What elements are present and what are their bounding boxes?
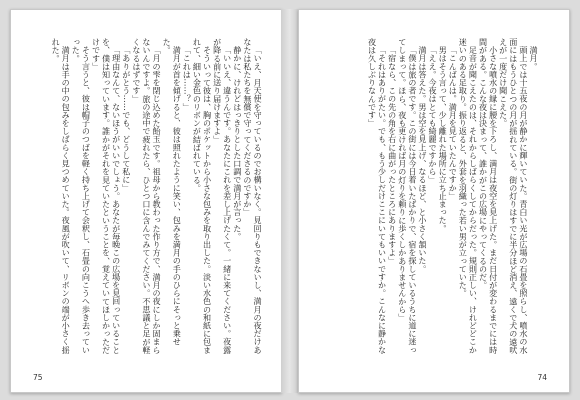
paragraph: 「月の雫を閉じ込めた飴玉です。祖母から教わった作り方で、満月の夜にしか固まらないんですよ。旅の途中で疲れたら、ひとつ口に含んでみてください。不思議と足が軽くなるはずです」: [131, 38, 163, 354]
paragraph: そういって彼は、胸のポケットから小さな包みを取り出した。淡い水色の和紙に包まれて、細い金色のリボンが結ばれている。: [192, 38, 213, 354]
paragraph: 静かに、けれどはっきりとした口調で満月が言った。: [232, 46, 243, 241]
right-page-number: 74: [537, 373, 547, 382]
paragraph: 「それはありがたい。でも、もう少しだけここにいてもいいですか。こんなに静かな夜は久しぶりなんです」: [367, 38, 388, 354]
paragraph: 「宿なら、この先の角を右に曲がったところにありますよ」: [387, 46, 398, 265]
paragraph: 「ええ。今夜はとても綺麗ですから」: [428, 46, 439, 184]
right-page-text: [317, 38, 539, 356]
left-page-number: 75: [33, 373, 43, 382]
paragraph: 「こんばんは。満月を見ていたんですか」: [448, 46, 459, 200]
book-gutter: [281, 9, 298, 393]
paragraph: 満月。: [529, 46, 539, 71]
paragraph: 「これは……？」: [182, 46, 193, 111]
paragraph: 満月が首を傾げると、彼は照れたように笑い、包みを満月の手のひらにそっと乗せた。: [162, 38, 183, 346]
right-page: [298, 9, 570, 393]
paragraph: 「いいえ、違うんです。あなたにこれを差し上げたくて。一緒に来てください。夜露が降る前に送り届けますよ」: [212, 38, 233, 354]
left-page-text: [31, 38, 263, 356]
paragraph: 男はそう言って、少し離れた場所に立ち止まった。: [438, 46, 449, 233]
paragraph: 満月は答えた。男は空を見上げ、なるほど、と小さく頷いた。: [417, 46, 428, 273]
paragraph: 足音が聞こえたのは、それからしばらくしてからだった。規則正しい、けれどどこか迷いのある足取り。振り返ると、外套を羽織った若い男が立っていた。: [458, 38, 479, 354]
paragraph: 「僕は旅の者です。この街には今日着いたばかりで、宿を探しているうちに道に迷ってしまって。ほら、夜も更ければ月の灯りを頼りに歩くしかありませんから」: [397, 38, 418, 354]
paragraph: 「理由なんて、ないほうがいいでしょう。あなたが毎晩この広場を見回っていることを、僕は知っています。誰かがそれを見ていたということを、覚えていてほしかっただけです」: [91, 38, 122, 354]
paragraph: 「ありがとう……でも、どうして私に」: [121, 46, 132, 192]
paragraph: 頭上では十五夜の月が静かに輝いていた。青白い光が広場の石畳を照らし、噴水の水面にはもうひとつの月が揺れている。街の灯りはすでに半分ほど消え、遠くで犬の遠吠えが一度だけ聞こえた。: [498, 38, 529, 354]
paragraph: そう言うと、彼は帽子のつばを軽く持ち上げて会釈し、石畳の向こうへ歩き去っていった。: [71, 38, 92, 354]
paragraph: 「いえ、月天使を守っているのでお構いなく。見回りもできないし、満月の夜だけあなたは私たちを無償で守ってくださるのですか」: [242, 38, 263, 354]
paragraph: 小さな噴水の縁に腰を下ろし、満月は夜空を見上げた。まだ日付が変わるまでには時間がある。こんな夜は決まって、誰かがこの広場にやってくるのだ。: [478, 38, 499, 354]
left-page: [10, 9, 282, 393]
paragraph: 満月は手の中の包みをしばらく見つめていた。夜風が吹いて、リボンの端が小さく揺れた。: [51, 38, 72, 354]
